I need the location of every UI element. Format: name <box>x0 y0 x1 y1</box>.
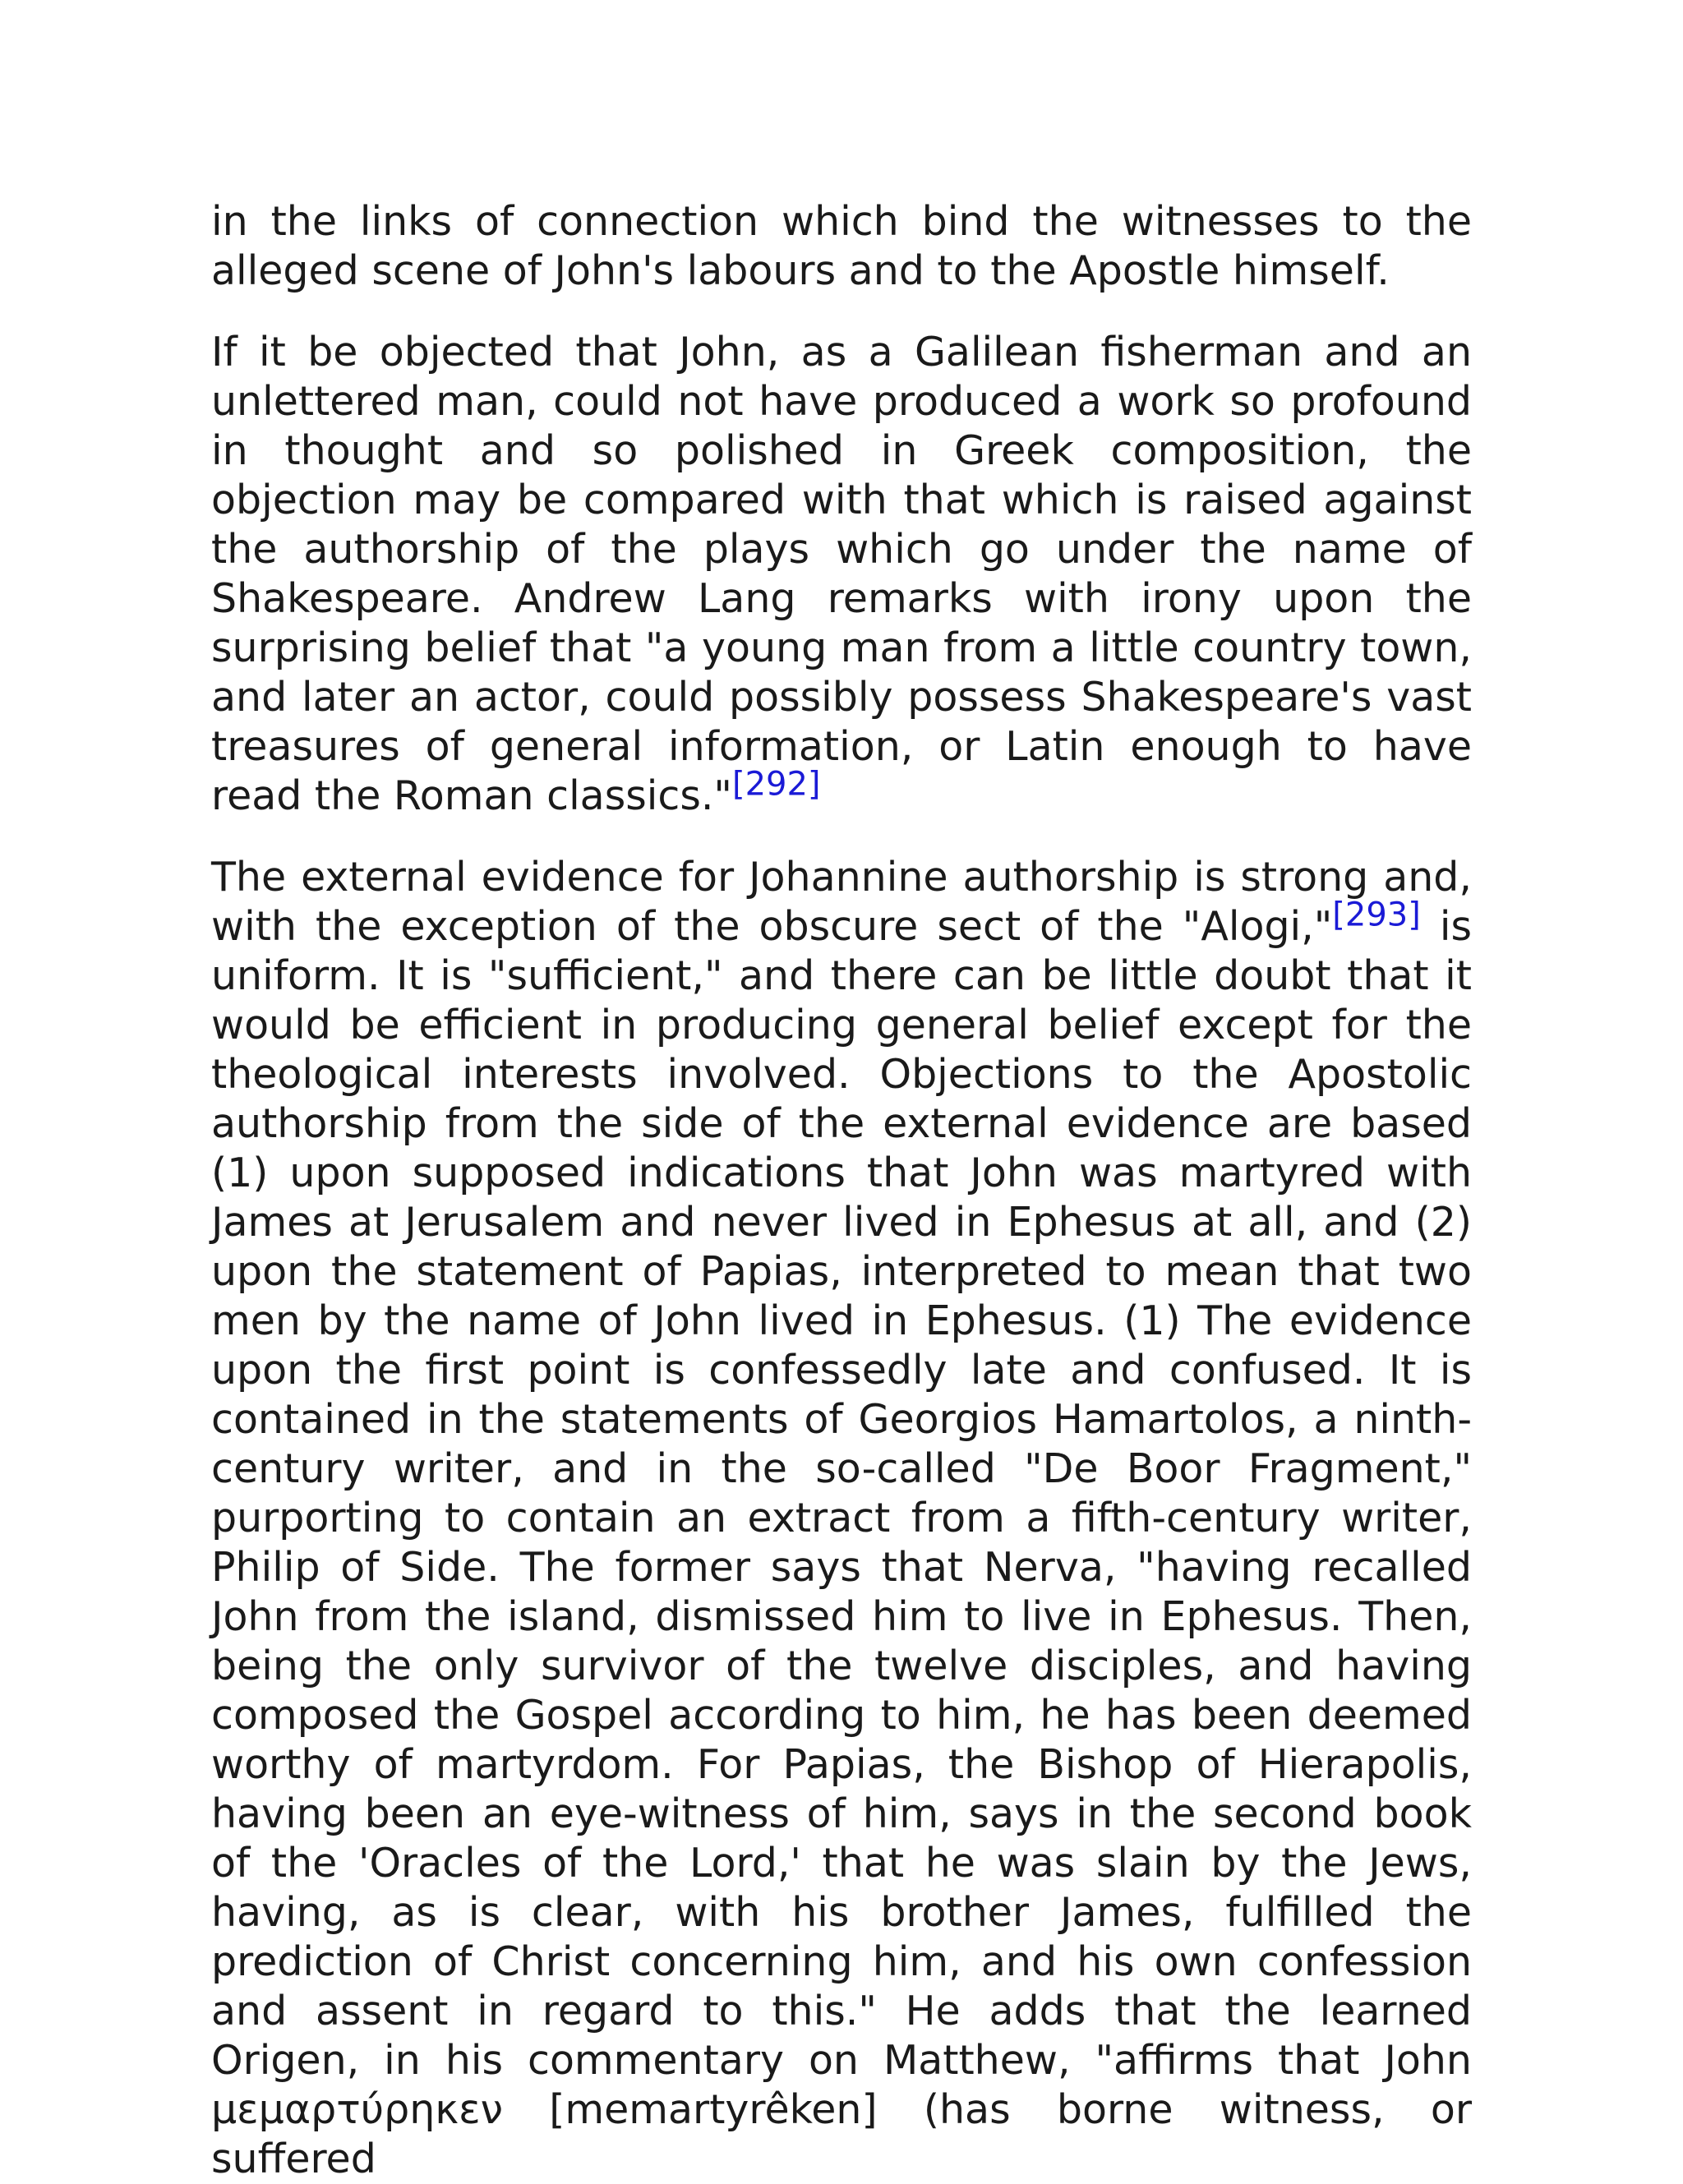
document-page <box>211 197 1472 2184</box>
paragraph <box>211 853 1472 2184</box>
paragraph-text: If it be objected that John, as a Galilean fisherman and an unlettered man, could not have produced a work so profound in thought and so polished in Greek composition, the objection may be compared with that which is raised against the authorship of the plays which go under the name of Shakespeare. Andrew Lang remarks with irony upon the surprising belief that "a young man from a little country town, and later an actor, could possibly possess Shakespeare's vast treasures of general information, or Latin enough to have read the Roman classics." <box>211 329 1472 819</box>
paragraph <box>211 197 1472 296</box>
paragraph-text: The external evidence for Johannine authorship is strong and, with the exception of the obscure sect of the "Alogi," <box>211 854 1472 950</box>
paragraph <box>211 328 1472 821</box>
paragraph-text: is uniform. It is "sufficient," and there can be little doubt that it would be efficient in producing general belief except for the theological interests involved. Objections to the Apostolic authorship from the side of the external evidence are based (1) upon supposed indications that John was martyred with James at Jerusalem and never lived in Ephesus at all, and (2) upon the statement of Papias, interpreted to mean that two men by the name of John lived in Ephesus. (1) The evidence upon the first point is confessedly late and confused. It is contained in the statements of Georgios Hamartolos, a ninth-century writer, and in the so-called "De Boor Fragment," purporting to contain an extract from a fifth-century writer, Philip of Side. The former says that Nerva, "having recalled John from the island, dismissed him to live in Ephesus. Then, being the only survivor of the twelve disciples, and having composed the Gospel according to him, he has been deemed worthy of martyrdom. For Papias, the Bishop of Hierapolis, having been an eye-witness of him, says in the second book of the 'Oracles of the Lord,' that he was slain by the Jews, having, as is clear, with his brother James, fulfilled the prediction of Christ concerning him, and his own confession and assent in regard to this." He adds that the learned Origen, in his commentary on Matthew, "affirms that John μεμαρτύρηκεν [memartyrêken] (has borne witness, or suffered <box>211 903 1473 2182</box>
footnote-link[interactable]: [293] <box>1332 896 1421 934</box>
footnote-link[interactable]: [292] <box>731 765 821 804</box>
paragraph-text: in the links of connection which bind the witnesses to the alleged scene of John's labours and to the Apostle himself. <box>211 198 1472 294</box>
